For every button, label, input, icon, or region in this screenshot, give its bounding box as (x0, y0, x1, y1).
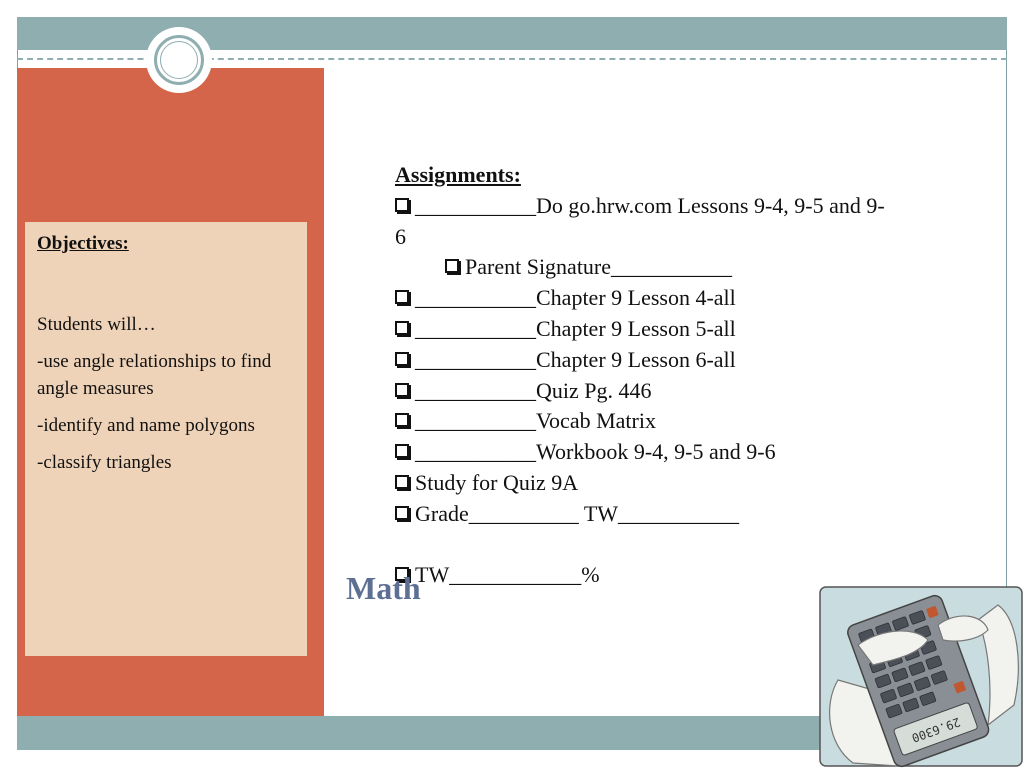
assignment-item: ___________Chapter 9 Lesson 6-all (395, 345, 895, 376)
assignment-item: ___________Quiz Pg. 446 (395, 376, 895, 407)
checkbox-icon[interactable] (395, 383, 409, 397)
checkbox-icon[interactable] (395, 413, 409, 427)
assignments-list (395, 160, 895, 590)
assignment-item: TW____________% (395, 560, 895, 591)
objective-item: -use angle relationships to find angle measures (37, 351, 272, 399)
assignment-item: ___________Chapter 9 Lesson 4-all (395, 283, 895, 314)
assignment-item: ___________Workbook 9-4, 9-5 and 9-6 (395, 437, 895, 468)
assignment-item: ___________Do go.hrw.com Lessons 9-4, 9-5 and 9-6 (395, 192, 885, 249)
circle-emblem-icon (146, 27, 212, 93)
objectives-heading: Objectives: (37, 233, 129, 254)
checkbox-icon[interactable] (395, 352, 409, 366)
assignment-item: ___________Vocab Matrix (395, 406, 895, 437)
assignments-heading: Assignments: (395, 162, 521, 187)
emblem-inner-ring (160, 41, 198, 79)
calculator-in-hands-icon (818, 585, 1024, 768)
calculator-display: 29.6300 (909, 714, 963, 746)
checkbox-icon[interactable] (395, 475, 409, 489)
checkbox-icon[interactable] (445, 259, 459, 273)
objectives-box (25, 222, 307, 656)
assignment-item: ___________Chapter 9 Lesson 5-all (395, 314, 895, 345)
checkbox-icon[interactable] (395, 290, 409, 304)
objective-item: -identify and name polygons (37, 415, 255, 436)
emblem-ring (154, 35, 204, 85)
checkbox-icon[interactable] (395, 506, 409, 520)
objective-item: -classify triangles (37, 452, 172, 473)
slide-title: Math (346, 570, 421, 606)
checkbox-icon[interactable] (395, 444, 409, 458)
assignment-item: Grade__________ TW___________ (395, 499, 895, 530)
assignment-item: Parent Signature___________ (395, 252, 895, 283)
objectives-intro: Students will… (37, 314, 156, 335)
checkbox-icon[interactable] (395, 198, 409, 212)
checkbox-icon[interactable] (395, 321, 409, 335)
assignment-item: Study for Quiz 9A (395, 468, 895, 499)
